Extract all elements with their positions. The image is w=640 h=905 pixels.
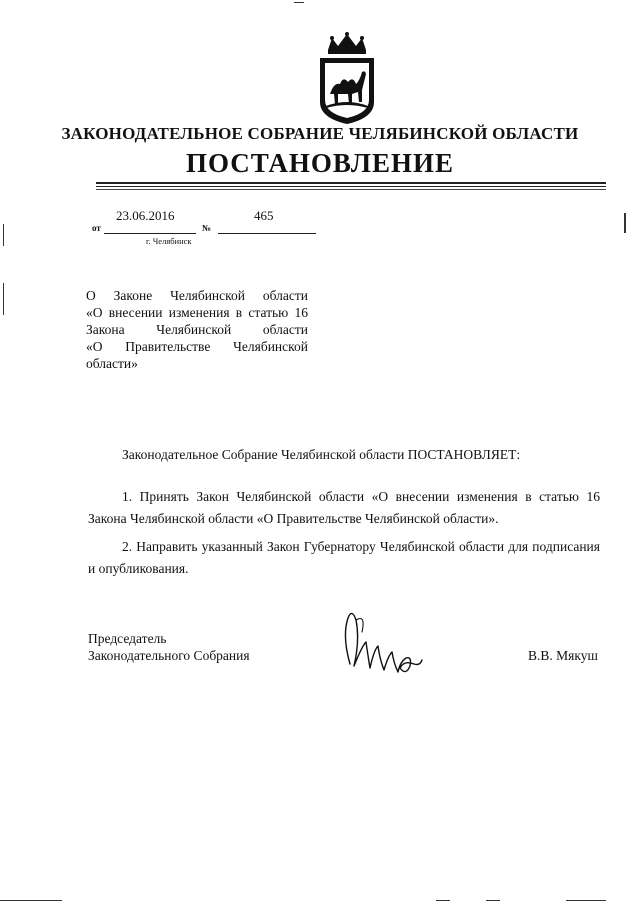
document-date: 23.06.2016	[116, 208, 175, 223]
document-subject	[86, 287, 308, 372]
signatory-role: Председатель	[88, 631, 167, 646]
resolution-item: 1. Принять Закон Челябинской области «О внесении изменения в статью 16 Закона Челябинской области «О Правительстве Челябинской области».	[88, 489, 600, 526]
scan-artifact	[436, 900, 450, 901]
header-divider	[96, 189, 606, 190]
signatory-role: Законодательного Собрания	[88, 648, 250, 663]
scan-artifact	[3, 224, 4, 246]
organization-title: ЗАКОНОДАТЕЛЬНОЕ СОБРАНИЕ ЧЕЛЯБИНСКОЙ ОБЛАСТИ	[61, 124, 579, 143]
city-label: г. Челябинск	[146, 236, 192, 246]
subject-line: О Законе Челябинской области	[86, 288, 308, 303]
subject-line: «О Правительстве Челябинской	[86, 339, 308, 354]
scan-artifact	[486, 900, 500, 901]
header-divider	[96, 182, 606, 184]
scan-artifact	[624, 213, 626, 233]
date-underline	[104, 233, 196, 234]
date-label: от	[92, 223, 101, 233]
scan-artifact	[566, 900, 606, 901]
subject-line: области»	[86, 356, 138, 371]
document-number: 465	[254, 208, 274, 223]
handwritten-signature	[336, 606, 440, 686]
coat-of-arms-emblem	[316, 32, 378, 126]
header-divider	[96, 186, 606, 187]
scan-artifact	[0, 900, 62, 901]
number-underline	[218, 233, 316, 234]
document-type-title: ПОСТАНОВЛЕНИЕ	[185, 148, 455, 178]
subject-line: «О внесении изменения в статью 16	[86, 305, 308, 320]
resolution-item: 2. Направить указанный Закон Губернатору Челябинской области для подписания и опубликования.	[88, 539, 600, 576]
resolution-intro: Законодательное Собрание Челябинской области ПОСТАНОВЛЯЕТ:	[122, 447, 521, 462]
subject-line: Закона Челябинской области	[86, 322, 308, 337]
signatory-name: В.В. Мякуш	[528, 648, 598, 663]
scan-artifact	[294, 2, 304, 3]
scan-artifact	[3, 283, 4, 315]
number-label: №	[202, 223, 212, 233]
